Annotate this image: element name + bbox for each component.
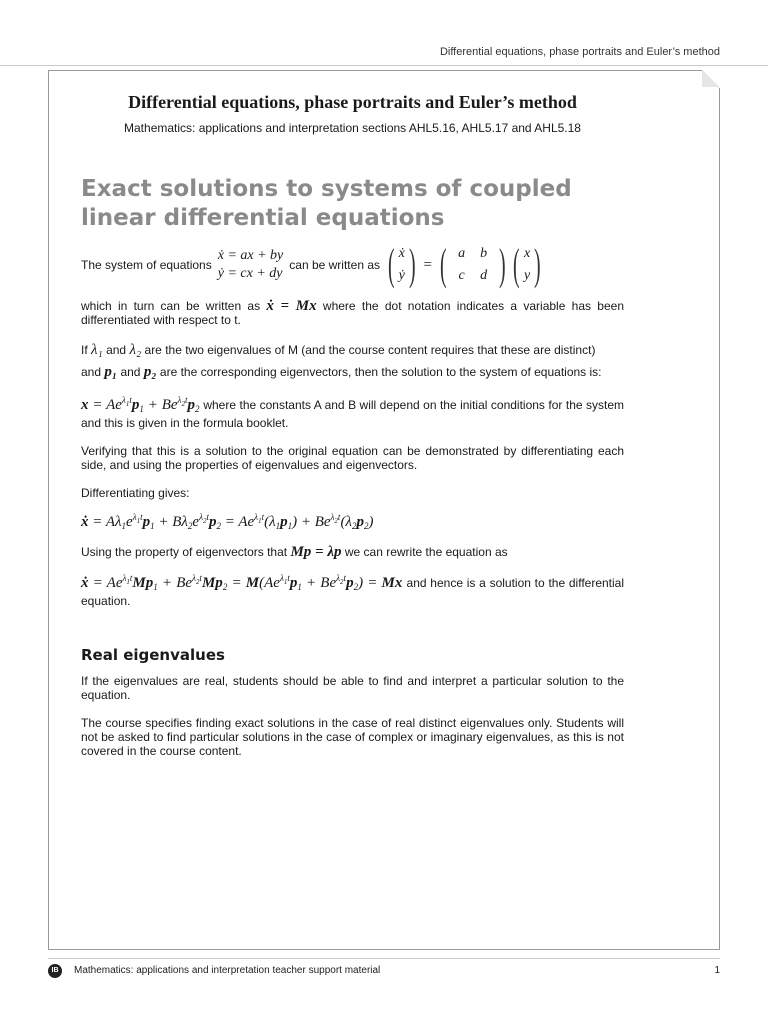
matrix-entry: d [480,268,488,283]
system-eq-1: ẋ = ax + by [217,248,284,263]
left-paren: ( [388,240,395,289]
document-title: Differential equations, phase portraits and Euler’s method [128,92,577,112]
running-head: Differential equations, phase portraits and Euler’s method [439,46,720,58]
system-of-equations-row [81,240,624,289]
footer-rule [48,958,720,959]
paragraph-2 [81,299,624,327]
p5-rest: where the constants A and B will depend on the initial conditions for the system and this is given in the formula booklet. [81,398,624,430]
page-content [81,92,624,758]
footer-text: Mathematics: applications and interpretation teacher support material [74,965,381,976]
vector-y-entry: y [523,268,531,283]
differentiated-equation: ẋ = $A\lambda_1e^{\lambda_1t}p_1 + B\lambda_2e^{\lambda_2t}p_2 = Ae^{\lambda_1t}(\lambda_1p_1) + Be^{\lambda_2t}(\lambda_2p_2)$ [81,512,374,531]
paragraph-10: If the eigenvalues are real, students should be able to find and interpret a particular solution to the equation. [81,674,624,702]
p1-lead: The system of equations [81,258,212,272]
paragraph-11: The course specifies finding exact solutions in the case of real distinct eigenvalues only. Students will not be asked to find particular solutions in the case of complex or imaginary eigenvalues, as this is not covered in the course content. [81,716,624,758]
matrix-entry: b [480,246,488,261]
p1-mid: can be written as [289,258,380,272]
equation-xdot-mx: ẋ = Mx [266,298,317,314]
p8-lead: Using the property of eigenvectors that [81,545,288,559]
header-rule [0,65,768,66]
final-equation-rest: and hence is a solution to the differential equation. [81,576,625,608]
paragraph-4 [81,365,624,379]
vector-x-entry: x [523,246,531,261]
vector-ydot-entry: ẏ [398,268,405,283]
eigenvector-p1: p₁ [104,364,118,380]
p3-rest: are the two eigenvalues of M (and the course content requires that these are distinct) [144,343,596,357]
paragraph-7: Differentiating gives: [81,486,190,500]
p3-if: If [81,343,88,357]
eigenvector-property-equation: Mp = λp [290,544,342,560]
right-paren: ) [408,240,416,289]
general-solution-equation: $x = Ae^{\lambda_1t}p_1 + Be^{\lambda_2t}p_2$ [81,395,200,414]
left-paren: ( [440,240,447,289]
ib-logo: IB [48,964,62,978]
matrix-equation [384,240,545,289]
system-equations [218,247,284,283]
p4-and: and [81,365,102,379]
section-title-line-2: linear differential equations [81,205,445,231]
p2-rest: where the dot notation indicates a variable has been differentiated with respect to t. [81,299,624,327]
section-title-line-1: Exact solutions to systems of coupled [81,176,572,202]
left-paren: ( [513,240,520,289]
section-title [81,175,624,233]
eigenvector-p2: p₂ [143,364,157,380]
paragraph-5 [81,393,624,430]
document-subtitle: Mathematics: applications and interpretation sections AHL5.16, AHL5.17 and AHL5.18 [124,121,581,135]
p4-and: and [120,365,141,379]
equals-sign: = [423,256,432,273]
vector-xy [524,243,530,287]
p4-rest: are the corresponding eigenvectors, then the solution to the system of equations is: [159,365,602,379]
p8-rest: we can rewrite the equation as [344,545,508,559]
paragraph-3 [81,343,624,357]
paragraph-6: Verifying that this is a solution to the original equation can be demonstrated by differentiating each side, and using the properties of eigenvalues and eigenvectors. [81,444,624,472]
right-paren: ) [498,240,506,289]
coefficient-matrix [451,243,495,287]
system-eq-2: ẏ = cx + dy [217,266,283,281]
p2-lead: which in turn can be written as [81,299,261,313]
lambda-1: λ₁ [91,342,103,358]
page-number: 1 [714,965,720,976]
lambda-2: λ₂ [129,342,142,358]
paragraph-8 [81,545,624,559]
matrix-entry: c [458,268,465,283]
vector-xdot-entry: ẋ [398,246,405,261]
p3-and: and [106,343,127,357]
final-equation: ẋ = $Ae^{\lambda_1t}Mp_1 + Be^{\lambda_2t}Mp_2 = M(Ae^{\lambda_1t}p_1 + Be^{\lambda_2t}p_2) = Mx$ [81,573,403,592]
paragraph-9-final-equation [81,571,624,608]
subsection-title: Real eigenvalues [81,646,225,664]
page-fold-corner [702,70,720,88]
matrix-entry: a [458,246,466,261]
vector-xdot [399,243,405,287]
right-paren: ) [534,240,541,289]
